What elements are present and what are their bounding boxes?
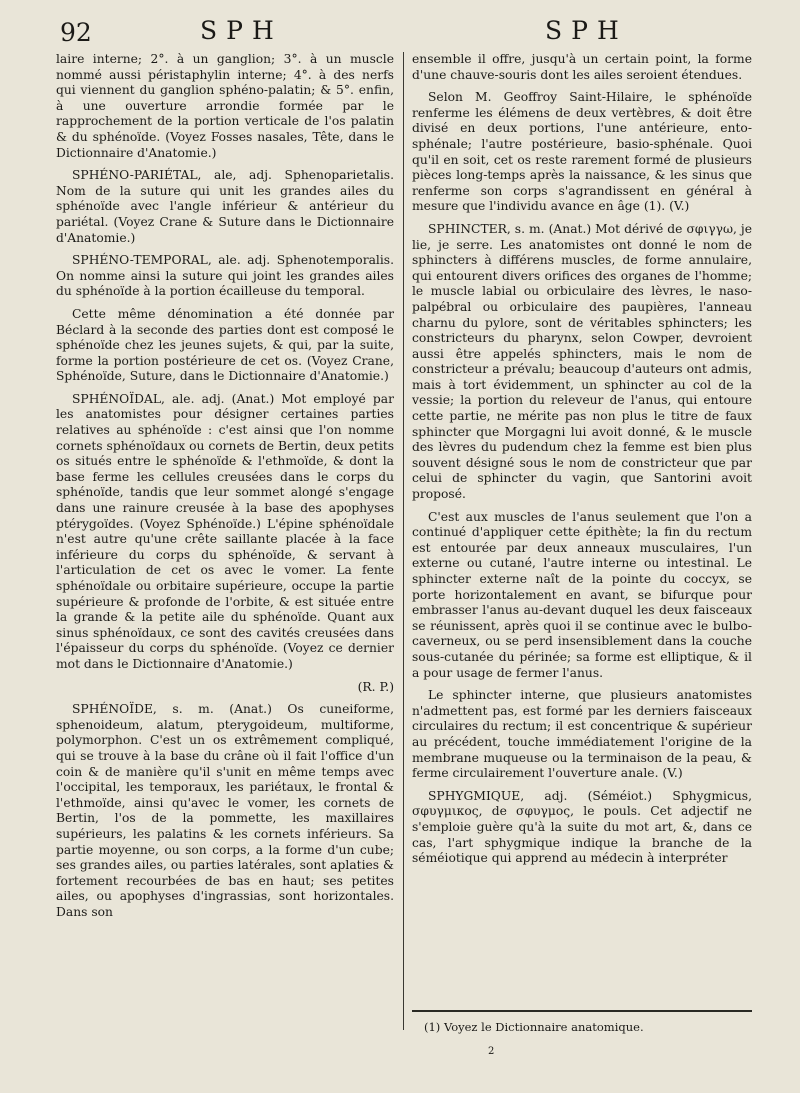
page-number: 92 xyxy=(60,18,92,47)
left-column xyxy=(56,52,394,927)
entry-sphygmique: SPHYGMIQUE, adj. (Séméiot.) Sphygmicus, σφυγμικος, de σφυγμος, le pouls. Cet adjectif ne s'emploie guère qu'à la suite du mot art, &, dans ce cas, l'art sphygmique indique la branche de la séméiotique qui apprend au médecin à interpréter xyxy=(412,788,752,866)
paragraph: Le sphincter interne, que plusieurs anatomistes n'admettent pas, est formé par les derniers faisceaux circulaires du rectum; il est concentrique & supérieur au précédent, touche immédiatement l'origine de la membrane muqueuse ou la terminaison de la peau, & ferme circulairement l'ouverture anale. (V.) xyxy=(412,688,752,781)
right-column xyxy=(412,52,752,874)
paragraph: Selon M. Geoffroy Saint-Hilaire, le sphénoïde renferme les élémens de deux vertèbres, & doit être divisé en deux portions, l'une antérieure, ento-sphénale; l'autre postérieure, basio-sphénale. Quoi qu'il en soit, cet os reste rarement formé de plusieurs pièces long-temps après la naissance, & les sinus que renferme son corps s'agrandissent en général à mesure que l'individu avance en âge (1). (V.) xyxy=(412,90,752,214)
entry-spheno-parietal: SPHÉNO-PARIÉTAL, ale, adj. Sphenoparietalis. Nom de la suture qui unit les grandes ailes du sphénoïde avec l'angle inférieur & antérieur du pariétal. (Voyez Crane & Suture dans le Dictionnaire d'Anatomie.) xyxy=(56,168,394,245)
running-head-right: SPH xyxy=(545,16,628,45)
paragraph: laire interne; 2°. à un ganglion; 3°. à un muscle nommé aussi péristaphylin interne; 4°. à des nerfs qui viennent du ganglion sphéno-palatin; & 5°. enfin, à une ouverture arrondie formée par le rapprochement de la portion verticale de l'os palatin & du sphénoïde. (Voyez Fosses nasales, Tête, dans le Dictionnaire d'Anatomie.) xyxy=(56,52,394,160)
entry-sphincter: SPHINCTER, s. m. (Anat.) Mot dérivé de σφιγγω, je lie, je serre. Les anatomistes ont donné le nom de sphincters à différens muscles, de forme annulaire, qui entourent divers orifices des organes de l'homme; le muscle labial ou orbiculaire des lèvres, le naso-palpébral ou orbiculaire des paupières, l'anneau charnu du pylore, sont de véritables sphincters; les constricteurs du pharynx, selon Cowper, devroient aussi être appelés sphincters, mais le nom de constricteur a prévalu; beaucoup d'auteurs ont admis, mais à tort évidemment, un sphincter au col de la vessie; la portion du releveur de l'anus, qui entoure cette partie, ne mérite pas non plus le titre de faux sphincter que Morgagni lui avoit donné, & le muscle des lèvres du pudendum chez la femme est bien plus souvent désigné sous le nom de constricteur que par celui de sphincter du vagin, que Santorini avoit proposé. xyxy=(412,221,752,502)
paragraph: ensemble il offre, jusqu'à un certain point, la forme d'une chauve-souris dont les ailes seroient étendues. xyxy=(412,52,752,82)
column-divider xyxy=(403,52,404,1030)
entry-spheno-temporal: SPHÉNO-TEMPORAL, ale. adj. Sphenotemporalis. On nomme ainsi la suture qui joint les grandes ailes du sphénoïde à la portion écailleuse du temporal. xyxy=(56,253,394,299)
author-signature: (R. P.) xyxy=(357,679,394,694)
entry-sphenoide: SPHÉNOÏDE, s. m. (Anat.) Os cuneiforme, sphenoideum, alatum, pterygoideum, multiforme, polymorphon. C'est un os extrêmement compliqué, qui se trouve à la base du crâne où il fait l'office d'un coin & de manière qu'il s'unit en même temps avec l'occipital, les temporaux, les pariétaux, le frontal & l'ethmoïde, ainsi qu'avec le vomer, les cornets de Bertin, l'os de la pommette, les maxillaires supérieurs, les palatins & les cornets inférieurs. Sa partie moyenne, ou son corps, a la forme d'un cube; ses grandes ailes, ou parties latérales, sont aplaties & fortement recourbées de bas en haut; ses petites ailes, ou apophyses d'ingrassias, sont horizontales. Dans son xyxy=(56,702,394,919)
signature-mark: 2 xyxy=(488,1046,495,1057)
paragraph: C'est aux muscles de l'anus seulement que l'on a continué d'appliquer cette épithète; la fin du rectum est entourée par deux anneaux musculaires, l'un externe ou cutané, l'autre interne ou intestinal. Le sphincter externe naît de la pointe du coccyx, se porte horizontalement en avant, se bifurque pour embrasser l'anus au-devant duquel les deux faisceaux se réunissent, après quoi il se continue avec le bulbo-caverneux, ou se perd insensiblement dans la couche sous-cutanée du périnée; sa forme est elliptique, & il a pour usage de fermer l'anus. xyxy=(412,509,752,680)
footnote-rule xyxy=(412,1010,752,1012)
paragraph: Cette même dénomination a été donnée par Béclard à la seconde des parties dont est composé le sphénoïde chez les jeunes sujets, & qui, par la suite, forme la portion postérieure de cet os. (Voyez Crane, Sphénoïde, Suture, dans le Dictionnaire d'Anatomie.) xyxy=(56,306,394,384)
entry-sphenoidal: SPHÉNOÏDAL, ale. adj. (Anat.) Mot employé par les anatomistes pour désigner certaines parties relatives au sphénoïde : c'est ainsi que l'on nomme cornets sphénoïdaux ou cornets de Bertin, deux petits os situés entre le sphénoïde & l'ethmoïde, & dont la base ferme les cellules creusées dans le corps du sphénoïde, tandis que leur sommet alongé s'engage dans une rainure creusée à la base des apophyses ptérygoïdes. (Voyez Sphénoïde.) L'épine sphénoïdale n'est autre qu'une crête saillante placée à la face inférieure du corps du sphénoïde, & servant à l'articulation de cet os avec le vomer. La fente sphénoïdale ou orbitaire supérieure, occupe la partie supérieure & profonde de l'orbite, & est située entre la grande & la petite aile du sphénoïde. Quant aux sinus sphénoïdaux, ce sont des cavités creusées dans l'épaisseur du corps du sphénoïde. (Voyez ce dernier mot dans le Dictionnaire d'Anatomie.) xyxy=(56,391,394,671)
running-head-left: SPH xyxy=(200,16,283,45)
footnote: (1) Voyez le Dictionnaire anatomique. xyxy=(424,1020,644,1034)
